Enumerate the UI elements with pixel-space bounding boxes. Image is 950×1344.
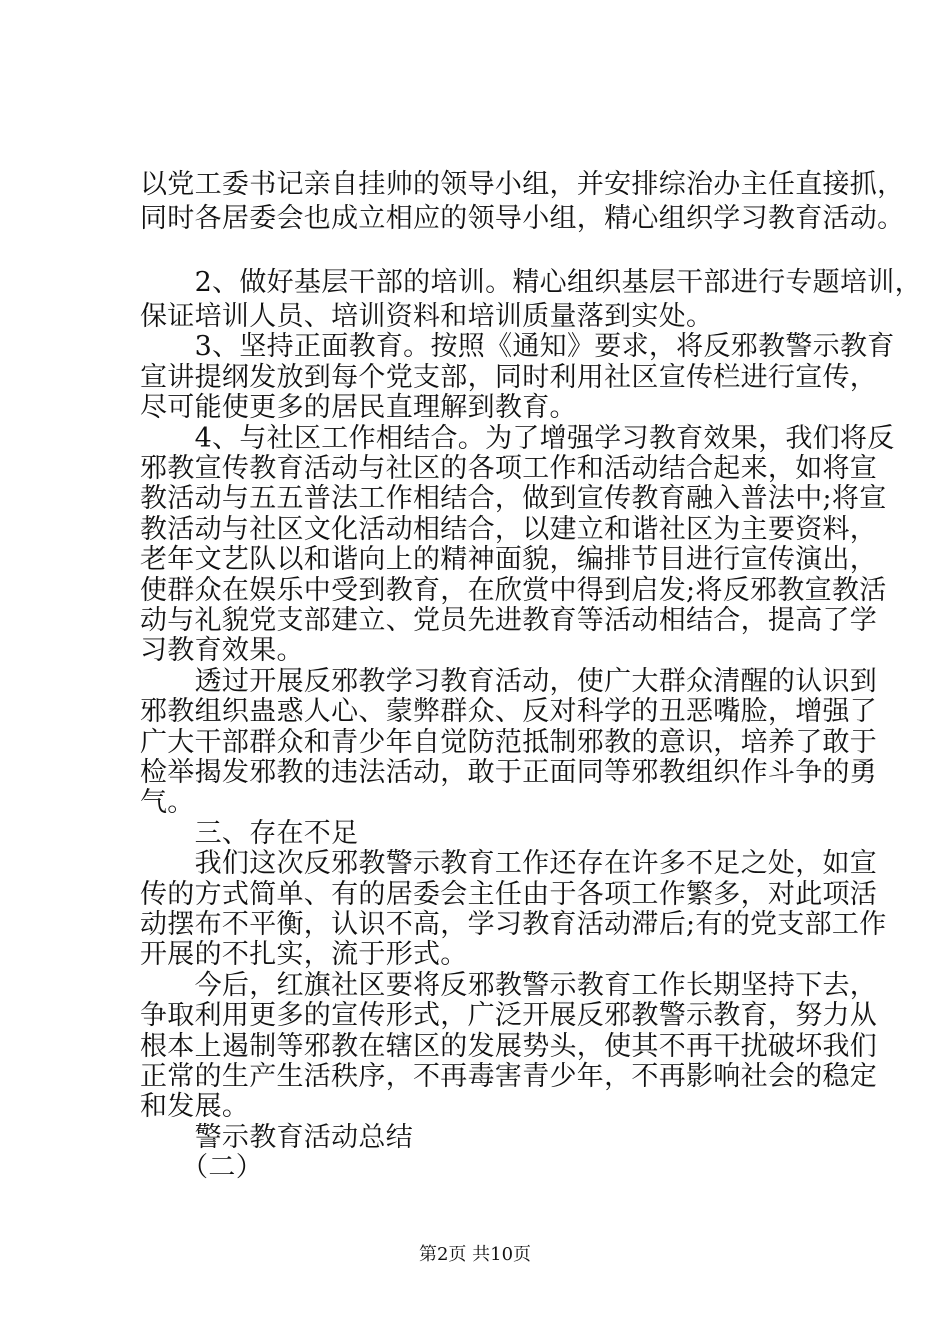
text-line: 检举揭发邪教的违法活动，敢于正面同等邪教组织作斗争的勇	[140, 757, 878, 788]
text-line: 动摆布不平衡，认识不高，学习教育活动滞后;有的党支部工作	[140, 909, 887, 940]
text-line: 以党工委书记亲自挂帅的领导小组，并安排综治办主任直接抓，	[140, 169, 905, 200]
text-line: 尽可能使更多的居民直理解到教育。	[140, 392, 577, 424]
text-line: 习教育效果。	[140, 635, 304, 667]
text-line: 保证培训人员、培训资料和培训质量落到实处。	[140, 301, 714, 332]
text-line: 三、存在不足	[140, 817, 359, 849]
text-line: （二）	[140, 1152, 263, 1184]
text-line: 动与礼貌党支部建立、党员先进教育等活动相结合，提高了学	[140, 605, 878, 636]
text-line: 透过开展反邪教学习教育活动，使广大群众清醒的认识到	[140, 665, 878, 697]
text-line: 4、与社区工作相结合。为了增强学习教育效果，我们将反	[140, 422, 895, 454]
text-line: 气。	[140, 787, 195, 819]
text-line: 宣讲提纲发放到每个党支部，同时利用社区宣传栏进行宣传，	[140, 361, 878, 393]
page-footer: 第2页 共10页	[418, 1244, 532, 1265]
text-line: 3、坚持正面教育。按照《通知》要求，将反邪教警示教育	[140, 331, 895, 363]
text-line: 警示教育活动总结	[140, 1121, 413, 1153]
text-line: 老年文艺队以和谐向上的精神面貌，编排节目进行宣传演出，	[140, 544, 878, 576]
text-line: 2、做好基层干部的培训。精心组织基层干部进行专题培训，	[140, 267, 922, 298]
text-line: 同时各居委会也成立相应的领导小组，精心组织学习教育活动。	[140, 203, 905, 234]
text-line: 争取利用更多的宣传形式，广泛开展反邪教警示教育，努力从	[140, 1000, 878, 1032]
text-line: 广大干部群众和青少年自觉防范抵制邪教的意识，培养了敢于	[140, 726, 878, 758]
text-line: 邪教组织蛊惑人心、蒙弊群众、反对科学的丑恶嘴脸，增强了	[140, 696, 878, 728]
text-line: 和发展。	[140, 1091, 250, 1123]
text-line: 使群众在娱乐中受到教育，在欣赏中得到启发;将反邪教宣教活	[140, 574, 887, 606]
text-line: 教活动与五五普法工作相结合，做到宣传教育融入普法中;将宣	[140, 483, 887, 515]
text-line: 传的方式简单、有的居委会主任由于各项工作繁多，对此项活	[140, 878, 878, 910]
text-line: 今后，红旗社区要将反邪教警示教育工作长期坚持下去，	[140, 969, 878, 1001]
text-line: 开展的不扎实，流于形式。	[140, 939, 468, 971]
text-line: 根本上遏制等邪教在辖区的发展势头，使其不再干扰破坏我们	[140, 1030, 878, 1062]
text-line: 正常的生产生活秩序，不再毒害青少年，不再影响社会的稳定	[140, 1061, 878, 1092]
text-line: 邪教宣传教育活动与社区的各项工作和活动结合起来，如将宣	[140, 453, 878, 484]
text-line: 教活动与社区文化活动相结合，以建立和谐社区为主要资料，	[140, 513, 878, 545]
text-line: 我们这次反邪教警示教育工作还存在许多不足之处，如宣	[140, 848, 878, 880]
